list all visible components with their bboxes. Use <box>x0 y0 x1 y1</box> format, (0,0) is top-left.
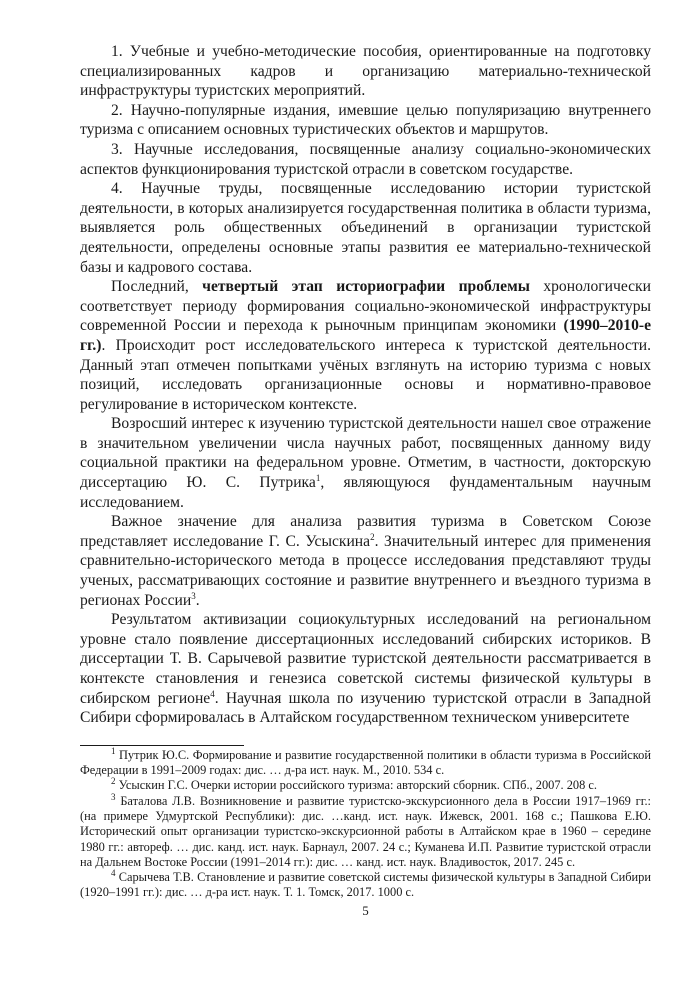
footnote-mark: 1 <box>111 745 116 756</box>
footnote-2 <box>80 778 651 793</box>
paragraph-list-item-1: 1. Учебные и учебно-методические пособия, ориентированные на подготовку специализированных кадров и организацию материально-технической инфраструктуры туристских мероприятий. <box>80 43 651 100</box>
text-run: Результатом активизации социокультурных исследований на региональном уровне стало появление диссертационных исследований сибирских историков. В диссертации Т. В. Сарычевой развитие туристской деятельности рассматривается в контексте становления и генезиса советской системы физической культуры в сибирском регионе <box>80 611 651 707</box>
text-run: . Научная школа по изучению туристской отрасли в Западной Сибири сформировалась в Алтайском государственном техническом университете <box>80 689 651 727</box>
footnotes <box>80 745 651 901</box>
page-number: 5 <box>362 902 369 918</box>
paragraph-list-item-4: 4. Научные труды, посвященные исследованию истории туристской деятельности, в которых анализируется государственная политика в области туризма, выявляется роль общественных объединений в организации туристской деятельности, определены основные этапы развития ее материально-технической базы и кадрового состава. <box>80 180 651 276</box>
text-run: Последний, <box>111 278 203 296</box>
main-text <box>80 42 651 728</box>
text-run: хронологически соответствует периоду формирования социально-экономической инфраструктуры современной России и перехода к рыночным принципам экономики <box>80 278 651 335</box>
text-run: , являющуюся фундаментальным научным исследованием. <box>80 474 652 511</box>
footnote-mark: 4 <box>111 868 116 879</box>
paragraph-regional-research <box>80 610 651 728</box>
text-run: . Значительный интерес для применения сравнительно-исторического метода в процессе исследования представляют труды ученых, рассматривающих состояние и развитие внутреннего и въездного туризма в регионах России <box>80 532 651 609</box>
text-run: Важное значение для анализа развития туризма в Советском Союзе представляет исследование Г. С. Усыскина <box>80 513 651 550</box>
text-run: . <box>195 591 200 609</box>
text-run: Возросший интерес к изучению туристской деятельности нашел свое отражение в значительном увеличении числа научных работ, посвященных данному виду социальной практики на федеральном уровне. Отметим, в частности, докторскую диссертацию Ю. С. Путрика <box>80 415 651 492</box>
text-run: . Происходит рост исследовательского интереса к туристской деятельности. Данный этап отмечен попытками учёных взглянуть на историю туризма с новых позиций, исследовать организационные основы и нормативно-правовое регулирование в историческом контексте. <box>80 336 651 413</box>
footnote-separator <box>80 745 244 746</box>
footnote-text: Путрик Ю.С. Формирование и развитие государственной политики в области туризма в Российской Федерации в 1991–2009 годах: дис. … д-ра ист. наук. М., 2010. 534 с. <box>80 747 651 778</box>
footnote-3 <box>80 791 651 870</box>
footnote-mark: 3 <box>111 791 116 802</box>
paragraph-growing-interest <box>80 414 651 512</box>
paragraph-fourth-stage <box>80 277 651 414</box>
footnote-ref: 3 <box>191 590 196 601</box>
bold-term-period: (1990–2010-е гг.) <box>80 317 651 354</box>
paragraph-soviet-tourism <box>80 512 651 610</box>
footnote-ref: 2 <box>370 531 375 542</box>
footnote-text: Баталова Л.В. Возникновение и развитие туристско-экскурсионного дела в России 1917–1969 гг.: (на примере Удмуртской Республики): дис. …канд. ист. наук. Ижевск, 2001. 168 с.; Пашкова Е.Ю. Исторический опыт организации туристско-экскурсионной работы в Алтайском крае в 1960 – середине 1980 гг.: автореф. … дис. канд. ист. наук. Барнаул, 2007. 24 с.; Куманева И.П. Развитие туристской отрасли на Дальнем Востоке России (1991–2014 гг.): дис. … канд. ист. наук. Владивосток, 2017. 245 с. <box>80 793 651 869</box>
paragraph-list-item-3: 3. Научные исследования, посвященные анализу социально-экономических аспектов функционирования туристской отрасли в советском государстве. <box>80 140 651 178</box>
footnote-mark: 2 <box>111 776 116 787</box>
footnote-ref: 4 <box>210 688 215 699</box>
footnote-1 <box>80 745 651 779</box>
footnote-text: Сарычева Т.В. Становление и развитие советской системы физической культуры в Западной Сибири (1920–1991 гг.): дис. … д-ра ист. наук. Т. 1. Томск, 2017. 1000 с. <box>80 870 651 900</box>
footnote-text: Усыскин Г.С. Очерки истории российского туризма: авторский сборник. СПб., 2007. 208 с. <box>115 778 598 793</box>
footnote-ref: 1 <box>315 472 321 483</box>
bold-term-stage: четвертый этап историографии проблемы <box>202 278 530 296</box>
footnote-4 <box>80 870 651 901</box>
paragraph-list-item-2: 2. Научно-популярные издания, имевшие целью популяризацию внутреннего туризма с описанием основных туристических объектов и маршрутов. <box>80 101 651 139</box>
